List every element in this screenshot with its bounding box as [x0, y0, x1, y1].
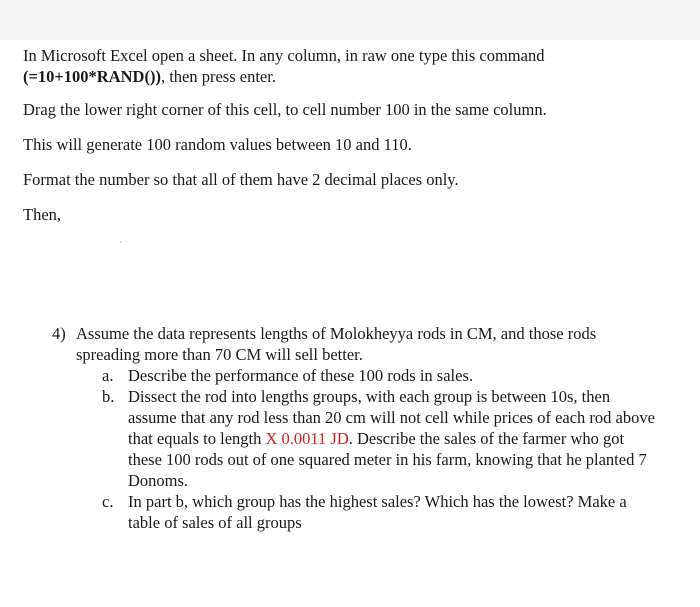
intro-text-post: , then press enter. [160, 67, 276, 86]
intro-drag: Drag the lower right corner of this cell, to cell number 100 in the same column. [23, 100, 547, 119]
part-text: In part b, which group has the highest sales? Which has the lowest? Make a table of sales of all groups [128, 492, 627, 532]
question-parts [102, 365, 672, 533]
part-label: b. [102, 387, 115, 406]
intro-text-pre: In Microsoft Excel open a sheet. In any column, in raw one type this command [23, 46, 545, 65]
price-formula: X 0.0011 JD [265, 429, 349, 448]
intro-format: Format the number so that all of them have 2 decimal places only. [23, 170, 459, 189]
part-b-text-pre: Dissect the rod into lengths groups, with each group is between 10s, then assume that any rod less than 20 cm will not cell while prices of each rod above that equals to length [128, 387, 655, 448]
part-b-text-post: . Describe the sales of the farmer who got these 100 rods out of one squared meter in his farm, knowing that he planted 7 Donoms. [128, 429, 647, 490]
part-text [128, 386, 660, 491]
part-c [102, 491, 672, 533]
stray-dot [120, 241, 122, 243]
part-label: c. [102, 492, 114, 511]
instructions [23, 45, 683, 225]
part-b [102, 386, 672, 491]
intro-line-1 [23, 45, 683, 87]
question-4 [52, 323, 672, 533]
question-text: Assume the data represents lengths of Molokheyya rods in CM, and those rods spreading more than 70 CM will sell better. [76, 324, 597, 364]
part-a [102, 365, 672, 386]
excel-formula: (=10+100*RAND()) [23, 67, 161, 86]
intro-generate: This will generate 100 random values between 10 and 110. [23, 135, 412, 154]
intro-then: Then, [23, 205, 62, 224]
top-band [0, 0, 700, 40]
question-head [52, 323, 672, 365]
part-label: a. [102, 366, 114, 385]
part-text: Describe the performance of these 100 rods in sales. [128, 366, 474, 385]
question-number: 4) [52, 324, 66, 343]
